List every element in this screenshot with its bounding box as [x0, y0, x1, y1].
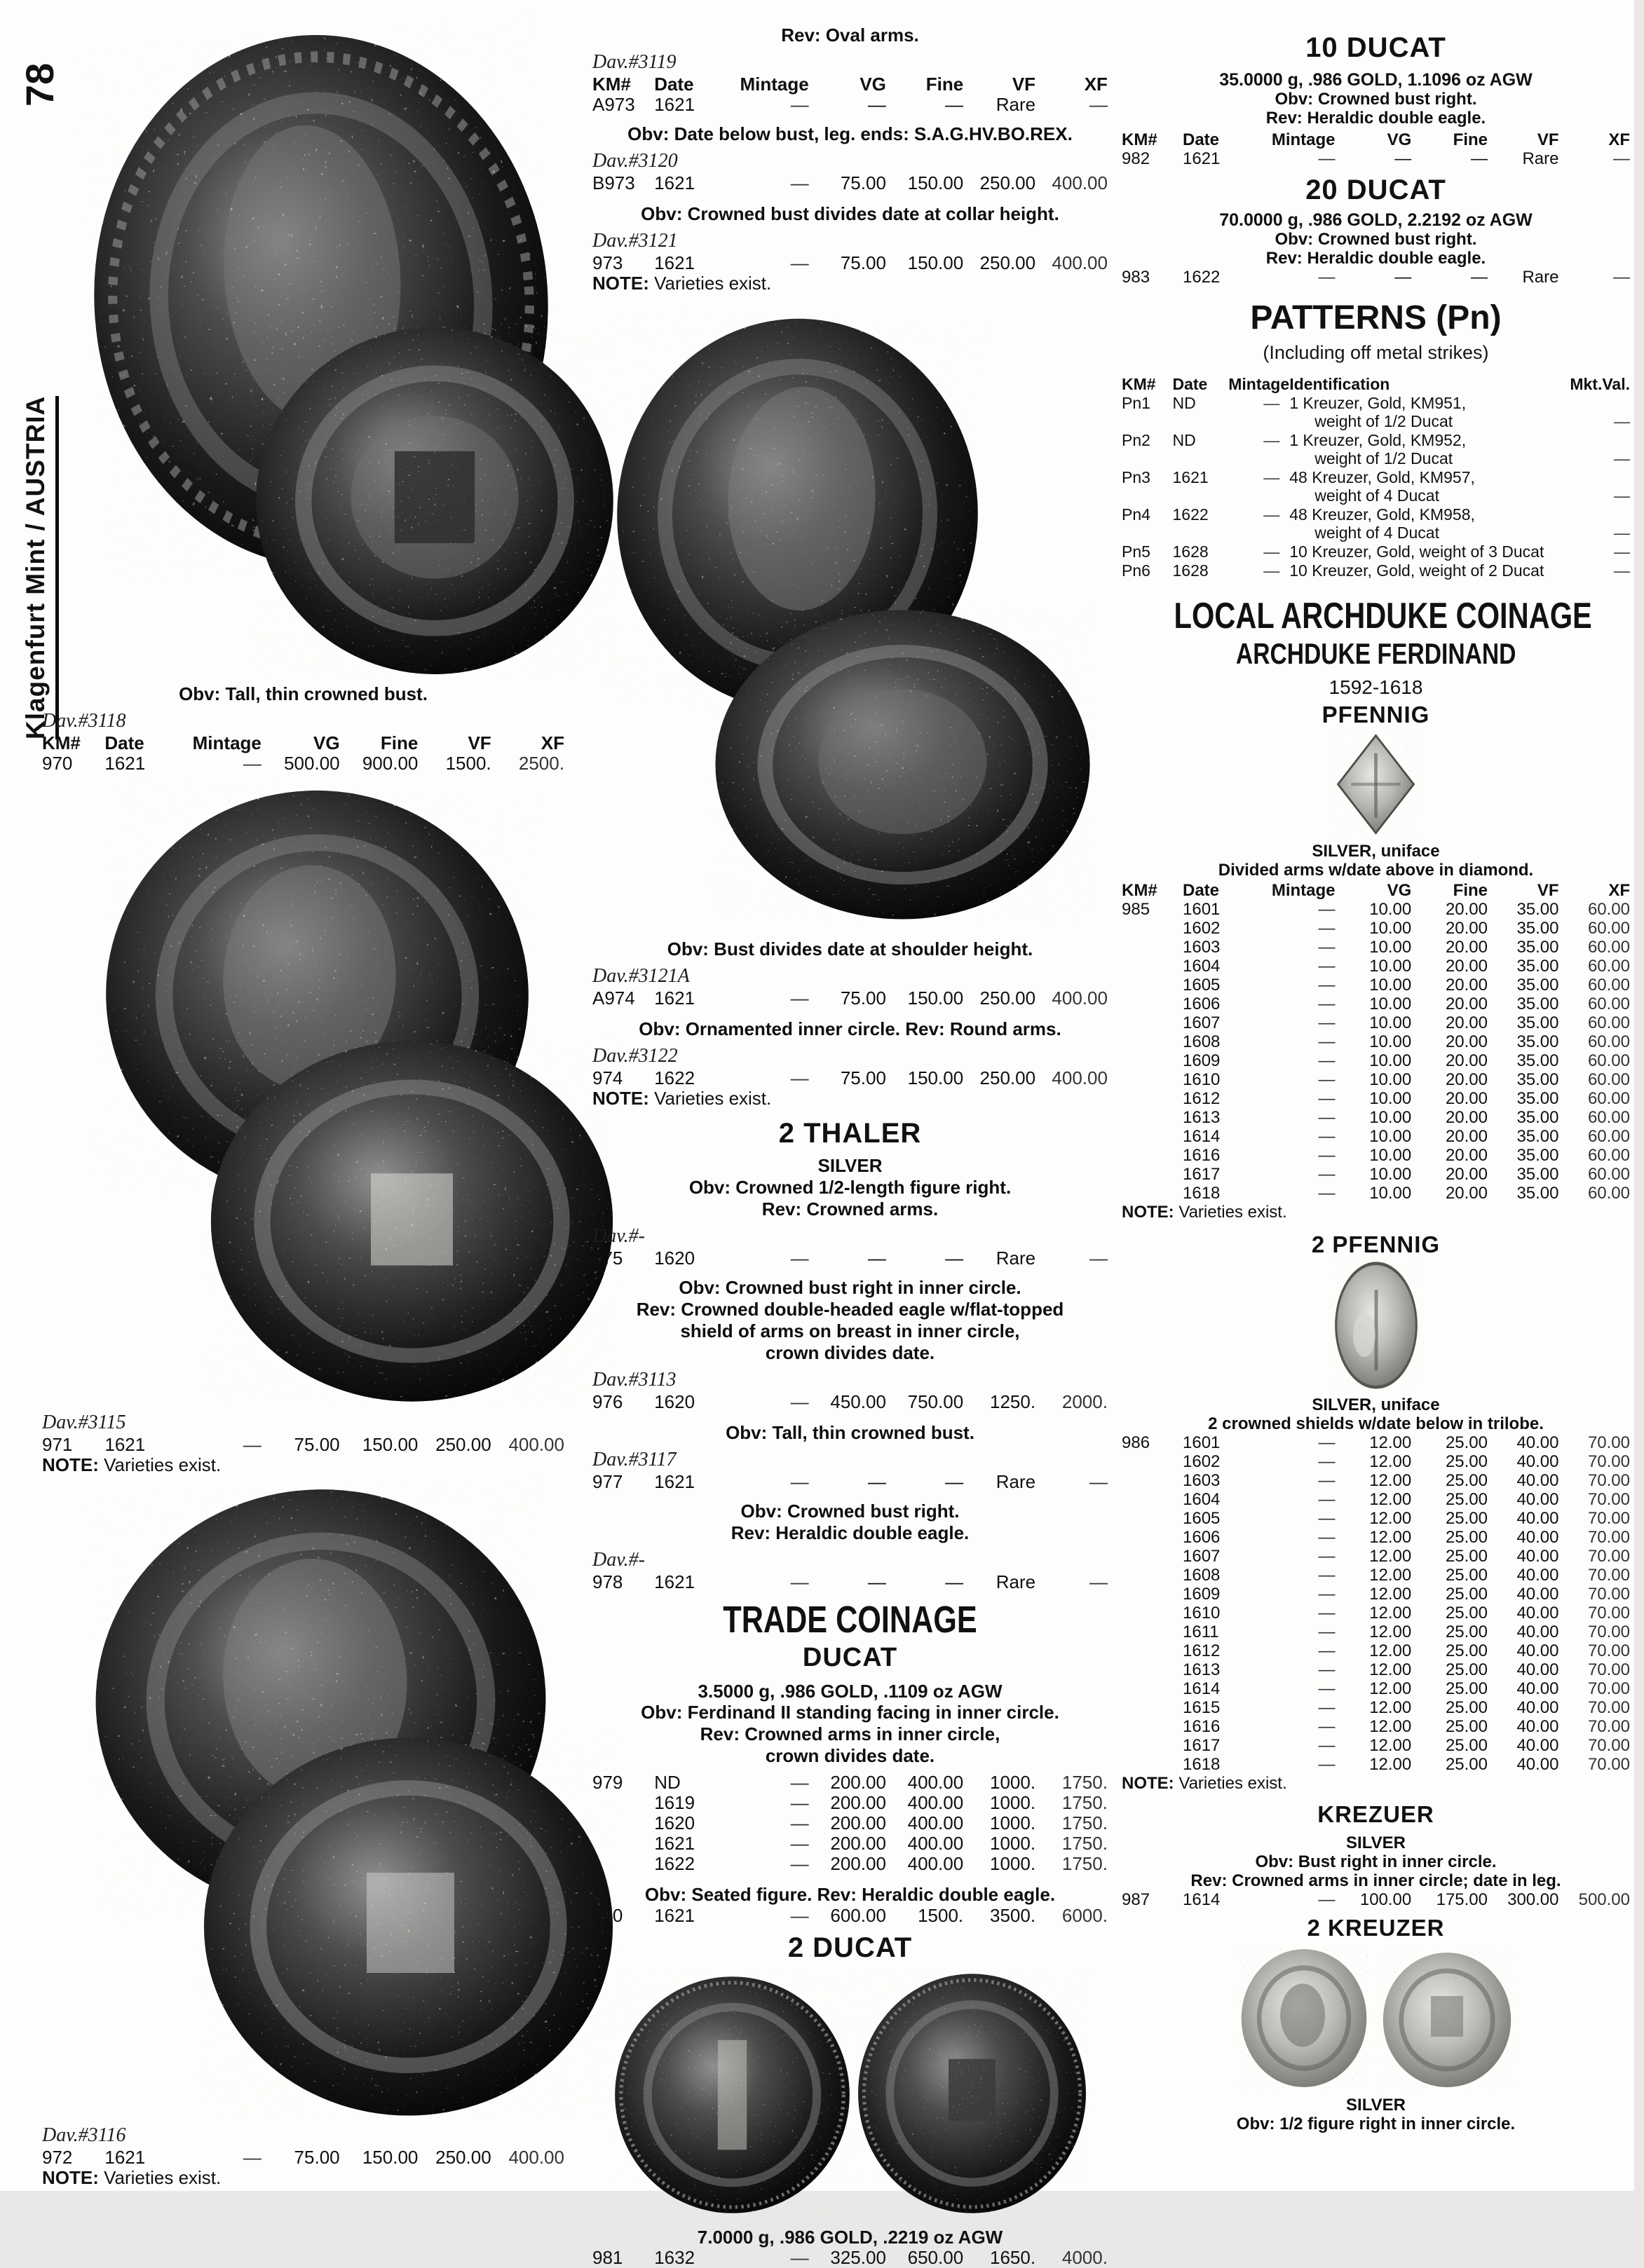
note-986: NOTE: Varieties exist.	[1122, 1774, 1287, 1793]
price-row: 1604 — 12.00 25.00 40.00 70.00	[1183, 1490, 1630, 1509]
price-table-976	[592, 1392, 1108, 1412]
heading-patterns: PATTERNS (Pn)	[1250, 299, 1502, 336]
price-row: 978 1621 — — — Rare —	[592, 1571, 1108, 1592]
caption-982: Obv: Crowned bust right. Rev: Heraldic double eagle.	[1265, 90, 1486, 128]
caption-986: SILVER, uniface 2 crowned shields w/date below in trilobe.	[1208, 1395, 1544, 1433]
dav-number-3115: Dav.#3115	[42, 1412, 126, 1433]
middle-column	[592, 21, 1108, 2268]
price-table-header: KM# Date Mintage VG Fine VF XF	[1122, 881, 1630, 900]
dav-number-3113: Dav.#3113	[592, 1369, 677, 1391]
heading-2-pfennig: 2 PFENNIG	[1311, 1231, 1441, 1257]
price-row: 982 1621 — — — Rare —	[1122, 149, 1630, 168]
caption-977: Obv: Tall, thin crowned bust.	[726, 1422, 974, 1443]
coin-image-reverse-eagle	[855, 1970, 1089, 2217]
note-972: NOTE: Varieties exist.	[42, 2167, 222, 2188]
price-table-972	[42, 2147, 564, 2168]
caption-987: SILVER Obv: Bust right in inner circle. Rev: Crowned arms in inner circle; date in leg.	[1190, 1833, 1561, 1890]
caption-rev-oval-arms: Rev: Oval arms.	[781, 25, 919, 46]
price-row: 1605 — 10.00 20.00 35.00 60.00	[1183, 976, 1630, 995]
price-row: 1610 — 10.00 20.00 35.00 60.00	[1183, 1070, 1630, 1089]
note-971: NOTE: Varieties exist.	[42, 1454, 222, 1475]
pattern-row: Pn3 1621 — 48 Kreuzer, Gold, KM957, weight of 4 Ducat —	[1122, 468, 1630, 505]
heading-2-thaler: 2 THALER	[778, 1118, 922, 1149]
price-table-header: KM# Date Mintage VG Fine VF XF	[1122, 130, 1630, 149]
caption-970: Obv: Tall, thin crowned bust.	[179, 683, 428, 704]
coin-image-reverse-eagle	[200, 1734, 617, 2119]
pattern-row: Pn5 1628 — 10 Kreuzer, Gold, weight of 3 Ducat —	[1122, 542, 1630, 561]
caption-975: Obv: Crowned 1/2-length figure right. Rev: Crowned arms.	[688, 1177, 1012, 1220]
price-row: 1614 — 12.00 25.00 40.00 70.00	[1183, 1679, 1630, 1698]
note-985: NOTE: Varieties exist.	[1122, 1203, 1287, 1222]
price-row: 1609 — 12.00 25.00 40.00 70.00	[1183, 1585, 1630, 1604]
coin-image-reverse-eagle	[712, 607, 1094, 922]
price-row: 1617 — 12.00 25.00 40.00 70.00	[1183, 1736, 1630, 1755]
caption-985: SILVER, uniface Divided arms w/date above in diamond.	[1218, 842, 1534, 880]
price-row: 1607 — 12.00 25.00 40.00 70.00	[1183, 1547, 1630, 1566]
pattern-row: Pn2 ND — 1 Kreuzer, Gold, KM952, weight of 1/2 Ducat —	[1122, 431, 1630, 467]
price-row: 1606 — 10.00 20.00 35.00 60.00	[1183, 995, 1630, 1013]
caption-980: Obv: Seated figure. Rev: Heraldic double eagle.	[644, 1884, 1056, 1905]
price-row: 1612 — 10.00 20.00 35.00 60.00	[1183, 1089, 1630, 1108]
price-table-983	[1122, 268, 1630, 287]
heading-2-kreuzer: 2 KREUZER	[1307, 1915, 1445, 1941]
price-row: 979 ND — 200.00 400.00 1000. 1750.	[592, 1772, 1108, 1793]
coin-photo-group-2ducat	[592, 1968, 1108, 2217]
price-row: 974 1622 — 75.00 150.00 250.00 400.00	[592, 1067, 1108, 1088]
price-row: 1603 — 12.00 25.00 40.00 70.00	[1183, 1471, 1630, 1490]
price-table-982	[1122, 149, 1630, 168]
mint-title: Klagenfurt Mint / AUSTRIA	[21, 396, 59, 739]
price-row: 1616 — 12.00 25.00 40.00 70.00	[1183, 1717, 1630, 1736]
price-table-a974	[592, 988, 1108, 1009]
caption-a974: Obv: Bust divides date at shoulder height.	[667, 938, 1033, 959]
price-row: 1610 — 12.00 25.00 40.00 70.00	[1183, 1604, 1630, 1623]
price-row: A973 1621 — — — Rare —	[592, 94, 1108, 115]
spec-2ducat: 7.0000 g, .986 GOLD, .2219 oz AGW	[697, 2227, 1003, 2248]
price-table-981	[592, 2248, 1108, 2268]
price-row: 1616 — 10.00 20.00 35.00 60.00	[1183, 1146, 1630, 1165]
spec-10ducat: 35.0000 g, .986 GOLD, 1.1096 oz AGW	[1219, 70, 1533, 90]
price-row: 1619 — 200.00 400.00 1000. 1750.	[654, 1792, 1108, 1813]
price-row: 1609 — 10.00 20.00 35.00 60.00	[1183, 1051, 1630, 1070]
spec-20ducat: 70.0000 g, .986 GOLD, 2.2192 oz AGW	[1219, 210, 1533, 230]
price-row: 1611 — 12.00 25.00 40.00 70.00	[1183, 1623, 1630, 1641]
dav-number-3119: Dav.#3119	[592, 51, 677, 73]
price-table-986	[1122, 1433, 1630, 1774]
price-row: 977 1621 — — — Rare —	[592, 1471, 1108, 1492]
price-table-header: KM# Date Mintage VG Fine VF XF	[592, 74, 1108, 95]
dav-number-3121a: Dav.#3121A	[592, 965, 690, 987]
dav-number-3117: Dav.#3117	[592, 1449, 677, 1470]
dav-number-3122: Dav.#3122	[592, 1045, 678, 1067]
price-row: 1602 — 12.00 25.00 40.00 70.00	[1183, 1452, 1630, 1471]
price-table-978	[592, 1572, 1108, 1592]
caption-974: Obv: Ornamented inner circle. Rev: Round arms.	[639, 1018, 1061, 1039]
price-row: 1603 — 10.00 20.00 35.00 60.00	[1183, 938, 1630, 957]
patterns-table-header: KM# Date Mintage Identification Mkt.Val.	[1122, 375, 1630, 393]
heading-ducat: DUCAT	[802, 1643, 898, 1672]
price-row: 986 1601 — 12.00 25.00 40.00 70.00	[1122, 1433, 1630, 1452]
note-974: NOTE: Varieties exist.	[592, 1088, 772, 1109]
heading-10-ducat: 10 DUCAT	[1305, 32, 1446, 63]
price-table-971	[42, 1435, 564, 1455]
coin-image-2kreuzer-reverse	[1380, 1950, 1514, 2090]
dav-number-3116: Dav.#3116	[42, 2124, 126, 2146]
price-row: 1602 — 10.00 20.00 35.00 60.00	[1183, 919, 1630, 938]
note-973: NOTE: Varieties exist.	[592, 273, 772, 294]
price-row: 980 1621 — 600.00 1500. 3500. 6000.	[592, 1905, 1108, 1926]
dav-number-3121: Dav.#3121	[592, 230, 678, 252]
price-row: 1615 — 12.00 25.00 40.00 70.00	[1183, 1698, 1630, 1717]
heading-2-ducat: 2 DUCAT	[787, 1932, 913, 1963]
price-row: 983 1622 — — — Rare —	[1122, 268, 1630, 287]
price-row: 1617 — 10.00 20.00 35.00 60.00	[1183, 1165, 1630, 1184]
price-row: 1608 — 12.00 25.00 40.00 70.00	[1183, 1566, 1630, 1585]
heading-20-ducat: 20 DUCAT	[1305, 175, 1446, 205]
price-row: 1605 — 12.00 25.00 40.00 70.00	[1183, 1509, 1630, 1528]
price-row: 972 1621 — 75.00 150.00 250.00 400.00	[42, 2147, 564, 2168]
price-table-a973	[592, 95, 1108, 115]
coin-image-obverse-standing-figure	[611, 1973, 853, 2217]
price-row: 1613 — 12.00 25.00 40.00 70.00	[1183, 1660, 1630, 1679]
caption-b973: Obv: Date below bust, leg. ends: S.A.G.HV.BO.REX.	[627, 123, 1073, 144]
price-table-974	[592, 1068, 1108, 1088]
right-column	[1122, 21, 1630, 2133]
coin-photo-group-thaler-972	[42, 1485, 564, 2119]
coin-image-reverse-shield	[207, 1037, 617, 1405]
caption-978: Obv: Crowned bust right. Rev: Heraldic double eagle.	[731, 1501, 970, 1543]
price-row: 1608 — 10.00 20.00 35.00 60.00	[1183, 1032, 1630, 1051]
price-row: 1612 — 12.00 25.00 40.00 70.00	[1183, 1641, 1630, 1660]
heading-archduke-ferdinand: ARCHDUKE FERDINAND	[1235, 637, 1516, 670]
coin-photo-pfennig	[1122, 731, 1630, 836]
coin-image-2kreuzer-obverse	[1238, 1946, 1370, 2090]
coin-photo-group-2kreuzer	[1122, 1944, 1630, 2090]
pattern-row: Pn1 ND — 1 Kreuzer, Gold, KM951, weight of 1/2 Ducat —	[1122, 394, 1630, 430]
coin-photo-2pfennig	[1122, 1259, 1630, 1390]
price-row: 1618 — 12.00 25.00 40.00 70.00	[1183, 1755, 1630, 1774]
price-row: 1614 — 10.00 20.00 35.00 60.00	[1183, 1127, 1630, 1146]
price-table-975	[592, 1248, 1108, 1269]
price-row: 971 1621 — 75.00 150.00 250.00 400.00	[42, 1434, 564, 1455]
caption-2kreuzer: SILVER Obv: 1/2 figure right in inner circle.	[1236, 2096, 1516, 2133]
heading-local-archduke-coinage: LOCAL ARCHDUKE COINAGE	[1174, 596, 1592, 636]
spec-ducat: 3.5000 g, .986 GOLD, .1109 oz AGW	[698, 1681, 1003, 1702]
price-row: B973 1621 — 75.00 150.00 250.00 400.00	[592, 172, 1108, 193]
subheading-patterns: (Including off metal strikes)	[1263, 342, 1489, 363]
price-row: 973 1621 — 75.00 150.00 250.00 400.00	[592, 252, 1108, 273]
price-row: A974 1621 — 75.00 150.00 250.00 400.00	[592, 988, 1108, 1009]
coin-photo-group-thaler-974	[592, 309, 1108, 926]
price-table-b973	[592, 173, 1108, 193]
price-table-980	[592, 1906, 1108, 1926]
price-row: 1607 — 10.00 20.00 35.00 60.00	[1183, 1013, 1630, 1032]
dav-number-dash: Dav.#-	[592, 1225, 645, 1247]
price-row: 970 1621 — 500.00 900.00 1500. 2500.	[42, 753, 564, 774]
price-row: 975 1620 — — — Rare —	[592, 1248, 1108, 1269]
price-row: 976 1620 — 450.00 750.00 1250. 2000.	[592, 1391, 1108, 1412]
price-table-970	[42, 753, 564, 774]
patterns-table	[1122, 394, 1630, 580]
price-row: 987 1614 — 100.00 175.00 300.00 500.00	[1122, 1890, 1630, 1909]
caption-983: Obv: Crowned bust right. Rev: Heraldic double eagle.	[1265, 230, 1486, 268]
price-table-973	[592, 253, 1108, 273]
coin-image-pfennig-diamond	[1329, 732, 1423, 836]
left-column	[42, 21, 564, 2188]
caption-979: Obv: Ferdinand II standing facing in inner circle. Rev: Crowned arms in inner circle, crown divides date.	[641, 1702, 1059, 1766]
price-table-977	[592, 1472, 1108, 1492]
price-row: 1621 — 200.00 400.00 1000. 1750.	[654, 1833, 1108, 1854]
page-number: 78	[18, 62, 62, 107]
price-row: 1618 — 10.00 20.00 35.00 60.00	[1183, 1184, 1630, 1203]
coin-photo-group-thaler-970	[42, 21, 564, 683]
price-row: 1622 — 200.00 400.00 1000. 1750.	[654, 1853, 1108, 1874]
price-row: 1606 — 12.00 25.00 40.00 70.00	[1183, 1528, 1630, 1547]
price-row: 1604 — 10.00 20.00 35.00 60.00	[1183, 957, 1630, 976]
heading-trade-coinage: TRADE COINAGE	[723, 1599, 977, 1641]
dav-number-3118: Dav.#3118	[42, 710, 126, 732]
coin-image-2pfennig-oval	[1333, 1261, 1419, 1390]
price-table-979	[592, 1772, 1108, 1874]
heading-pfennig: PFENNIG	[1322, 702, 1430, 727]
dav-number-3120: Dav.#3120	[592, 150, 678, 172]
price-table-987	[1122, 1890, 1630, 1909]
price-row: 981 1632 — 325.00 650.00 1650. 4000.	[592, 2247, 1108, 2268]
price-table-header: KM# Date Mintage VG Fine VF XF	[42, 732, 564, 753]
price-row: 985 1601 — 10.00 20.00 35.00 60.00	[1122, 900, 1630, 919]
caption-973: Obv: Crowned bust divides date at collar height.	[641, 203, 1059, 224]
pattern-row: Pn6 1628 — 10 Kreuzer, Gold, weight of 2 Ducat —	[1122, 561, 1630, 580]
heading-krezuer: KREZUER	[1317, 1801, 1434, 1827]
metal-silver: SILVER	[817, 1155, 883, 1176]
coin-image-reverse-eagle	[252, 324, 617, 678]
reign-years: 1592-1618	[1329, 676, 1423, 698]
caption-976: Obv: Crowned bust right in inner circle. Rev: Crowned double-headed eagle w/flat-topped shield of arms on breast in inner circle, crown divides date.	[636, 1277, 1064, 1363]
dav-number-dash2: Dav.#-	[592, 1549, 645, 1571]
price-table-985	[1122, 900, 1630, 1203]
pattern-row: Pn4 1622 — 48 Kreuzer, Gold, KM958, weight of 4 Ducat —	[1122, 505, 1630, 542]
coin-photo-group-thaler-971	[42, 779, 564, 1407]
price-row: 1613 — 10.00 20.00 35.00 60.00	[1183, 1108, 1630, 1127]
price-row: 1620 — 200.00 400.00 1000. 1750.	[654, 1812, 1108, 1833]
